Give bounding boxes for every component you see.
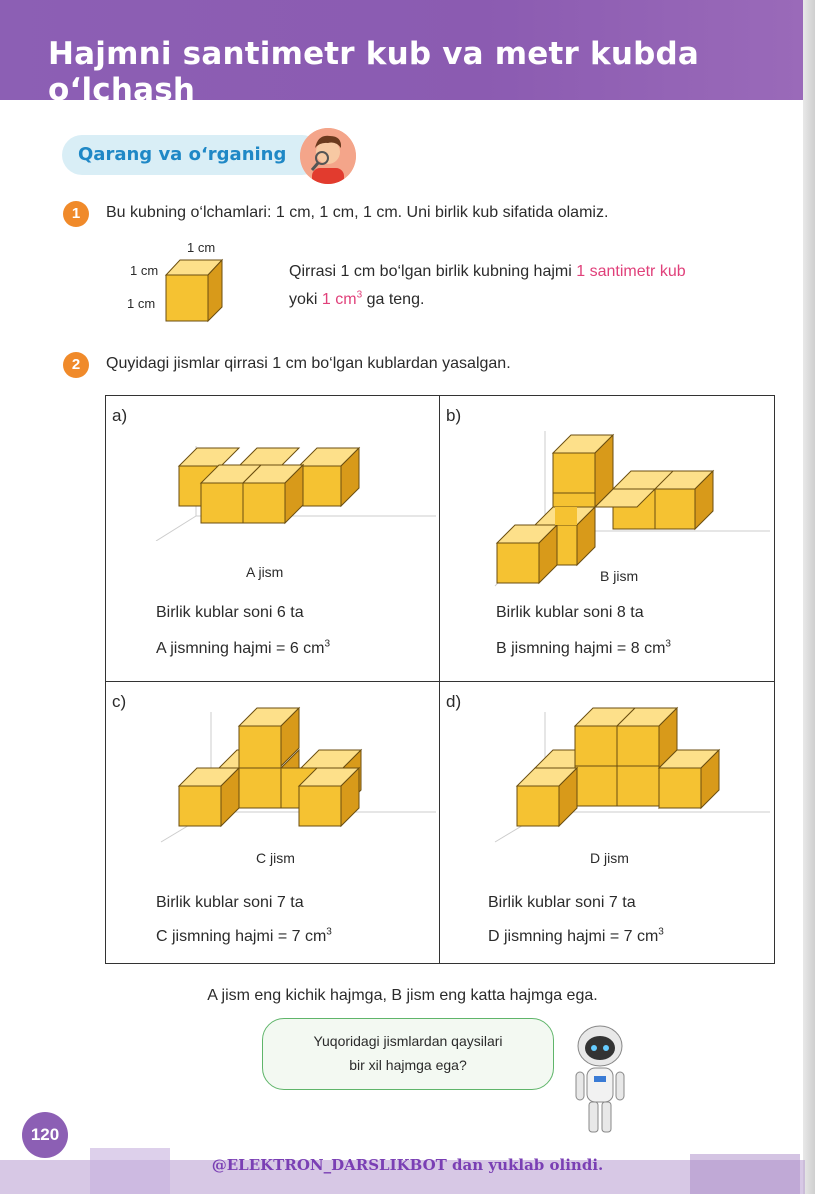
task-2-badge: 2 bbox=[63, 352, 89, 378]
cell-c-caption: C jism bbox=[256, 850, 295, 866]
task-2-text: Quyidagi jismlar qirrasi 1 cm bo‘lgan kublardan yasalgan. bbox=[106, 355, 511, 372]
header-banner bbox=[0, 0, 805, 108]
cube-label-top: 1 cm bbox=[187, 240, 216, 255]
cell-c-label: c) bbox=[112, 692, 127, 711]
shape-d-figure bbox=[485, 702, 775, 847]
cell-a-label: a) bbox=[112, 406, 128, 425]
cell-d bbox=[440, 682, 774, 963]
cell-a-volume: A jismning hajmi = 6 $cm^3$ bbox=[156, 638, 331, 657]
cell-d-count: Birlik kublar soni 7 ta bbox=[488, 894, 636, 911]
cell-b-volume: B jismning hajmi = 8 $cm^3$ bbox=[496, 638, 671, 657]
cell-b bbox=[440, 396, 774, 681]
desc-unit: 1 $cm^3$ bbox=[321, 289, 363, 308]
cell-d-label: d) bbox=[446, 692, 462, 711]
cell-b-caption: B jism bbox=[600, 568, 639, 584]
desc-highlight: 1 santimetr kub bbox=[576, 263, 686, 280]
task-1-text: Bu kubning o‘lchamlari: 1 cm, 1 cm, 1 cm. Uni birlik kub sifatida olamiz. bbox=[106, 204, 609, 221]
cell-b-count: Birlik kublar soni 8 ta bbox=[496, 604, 644, 621]
shapes-grid bbox=[105, 395, 775, 964]
bubble-line-2: bir xil hajmga ega? bbox=[349, 1057, 467, 1073]
unit-cube-figure bbox=[160, 255, 230, 325]
robot-icon bbox=[560, 1022, 640, 1140]
page-edge bbox=[803, 0, 815, 1194]
cube-label-left: 1 cm bbox=[130, 263, 159, 278]
cell-a-count: Birlik kublar soni 6 ta bbox=[156, 604, 304, 621]
desc-text-2: yoki bbox=[289, 291, 322, 308]
desc-text-3: ga teng. bbox=[362, 291, 425, 308]
cell-a-caption: A jism bbox=[246, 564, 284, 580]
bubble-line-1: Yuqoridagi jismlardan qaysilari bbox=[313, 1033, 503, 1049]
shape-a-figure bbox=[151, 421, 441, 541]
unit-cube-description-line2 bbox=[289, 291, 424, 309]
task-1-badge: 1 bbox=[63, 201, 89, 227]
shape-b-figure bbox=[485, 431, 775, 591]
section-label: Qarang va o‘rganing bbox=[78, 144, 287, 165]
conclusion-text: A jism eng kichik hajmga, B jism eng katta hajmga ega. bbox=[207, 987, 598, 1004]
unit-cube-description-line1 bbox=[289, 263, 686, 281]
cube-label-side: 1 cm bbox=[127, 296, 156, 311]
footer-watermark: @ELEKTRON_DARSLIKBOT dan yuklab olindi. bbox=[211, 1156, 604, 1174]
cell-a bbox=[106, 396, 439, 681]
cell-c bbox=[106, 682, 439, 963]
cell-c-count: Birlik kublar soni 7 ta bbox=[156, 894, 304, 911]
page-title: Hajmni santimetr kub va metr kubda o‘lchash bbox=[48, 36, 699, 108]
shape-c-figure bbox=[151, 702, 441, 847]
boy-avatar-icon bbox=[300, 128, 356, 184]
cell-d-caption: D jism bbox=[590, 850, 629, 866]
section-pill bbox=[62, 135, 322, 175]
cell-c-volume: C jismning hajmi = 7 $cm^3$ bbox=[156, 926, 332, 945]
cell-d-volume: D jismning hajmi = 7 $cm^3$ bbox=[488, 926, 664, 945]
cell-b-label: b) bbox=[446, 406, 462, 425]
page-number: 120 bbox=[22, 1112, 68, 1158]
desc-text: Qirrasi 1 cm bo‘lgan birlik kubning hajmi bbox=[289, 263, 577, 280]
speech-bubble bbox=[262, 1018, 554, 1090]
